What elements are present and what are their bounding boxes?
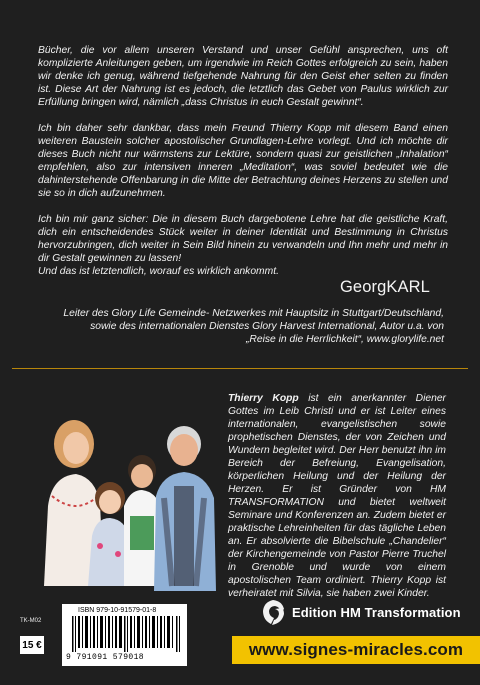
author-credit [32,307,444,346]
foreword-paragraph-1: Bücher, die vor allem unseren Verstand und unser Gefühl ansprechen, uns oft komplizierte Anleitungen geben, um irgendwie im Reich Gottes erfolgreich zu sein, haben wir denke ich genug, während tiefgehende Nahrung für den Geist eher selten zu finden ist. Diese Art der Nahrung ist es jedoch, die letztlich das Gebet von Paulus wirklich zur Erfüllung bringen wird, nämlich „dass Christus in euch Gestalt gewinnt“. [38,45,448,108]
foreword-paragraph-3 [38,213,448,278]
credit-line-3: „Reise in die Herrlichkeit“, www.glorylife.net [246,334,444,345]
product-code: TK-M02 [20,618,42,624]
foreword-paragraph-2: Ich bin daher sehr dankbar, dass mein Freund Thierry Kopp mit diesem Band einen weiteren Baustein solcher apostolischer Grundlagen-Lehre vorlegt. Und ich möchte dir dieses Buch nicht nur wärmstens zur Lektüre, sondern quasi zur geistlichen „Inhalation“ empfehlen, also zur intensiven inneren „Meditation“, was soviel bedeutet wie die dahinterstehende Offenbarung in die Mitte der Betrachtung deines Herzens zu stellen und sie so in dich aufzunehmen. [38,123,448,199]
barcode-icon [72,616,182,652]
family-photo [38,386,218,616]
barcode-box [62,604,187,666]
credit-line-2: sowie des internationalen Dienstes Glory Harvest International, Autor u.a. von [90,321,444,332]
lion-logo-icon [260,598,286,626]
price-tag: 15 € [20,636,44,654]
foreword [38,44,448,278]
website-banner [232,636,480,664]
barcode-number: 9 791091 579018 [66,653,145,662]
author-name: Thierry Kopp [228,393,299,404]
signature-name: GeorgKARL [340,278,430,296]
credit-line-1: Leiter des Glory Life Gemeinde- Netzwerkes mit Hauptsitz in Stuttgart/Deutschland, [63,308,444,319]
section-divider [12,368,468,369]
publisher [260,598,461,626]
author-bio-text: ist ein anerkannter Diener Gottes im Leib Christi und er ist Leiter eines internationalen, evangelistischen sowie prophetischen Dienstes, der von Zeichen und Wundern begleitet wird. Der Herr benutzt ihn im Bereich der Befreiung, Evangelisation, körperlichen Heilung und der Heilung der Herzen. Er ist Gründer von HM TRANSFORMATION und bietet weltweit Seminare und Konferenzen an. Zudem bietet er praktische Lehreinheiten für das tägliche Leben an. Er absolvierte die Bibelschule „Chandelier“ der Kirchengemeinde von Pastor Pierre Truchel in Grenoble und wurde von einem apostolischen Team ordiniert. Thierry Kopp ist verheiratet mit Silvia, sie haben zwei Kinder. [228,393,446,599]
foreword-paragraph-3-closing: Und das ist letztendlich, worauf es wirklich ankommt. [38,266,279,277]
publisher-name: Edition HM Transformation [292,604,461,620]
website-link[interactable]: www.signes-miracles.com [248,640,464,659]
isbn-text: ISBN 979-10-91579-01-8 [78,607,157,614]
foreword-paragraph-3-main: Ich bin mir ganz sicher: Die in diesem Buch dargebotene Lehre hat die geistliche Kraft, dich ein entscheidendes Stück weiter in deiner Identität und Bestimmung in Christus hervorzubringen, dich weiter in Sein Bild hinein zu verwandeln und Ihn mehr und mehr in dir Gestalt gewinnen zu lassen! [38,214,448,264]
author-bio [228,392,446,600]
